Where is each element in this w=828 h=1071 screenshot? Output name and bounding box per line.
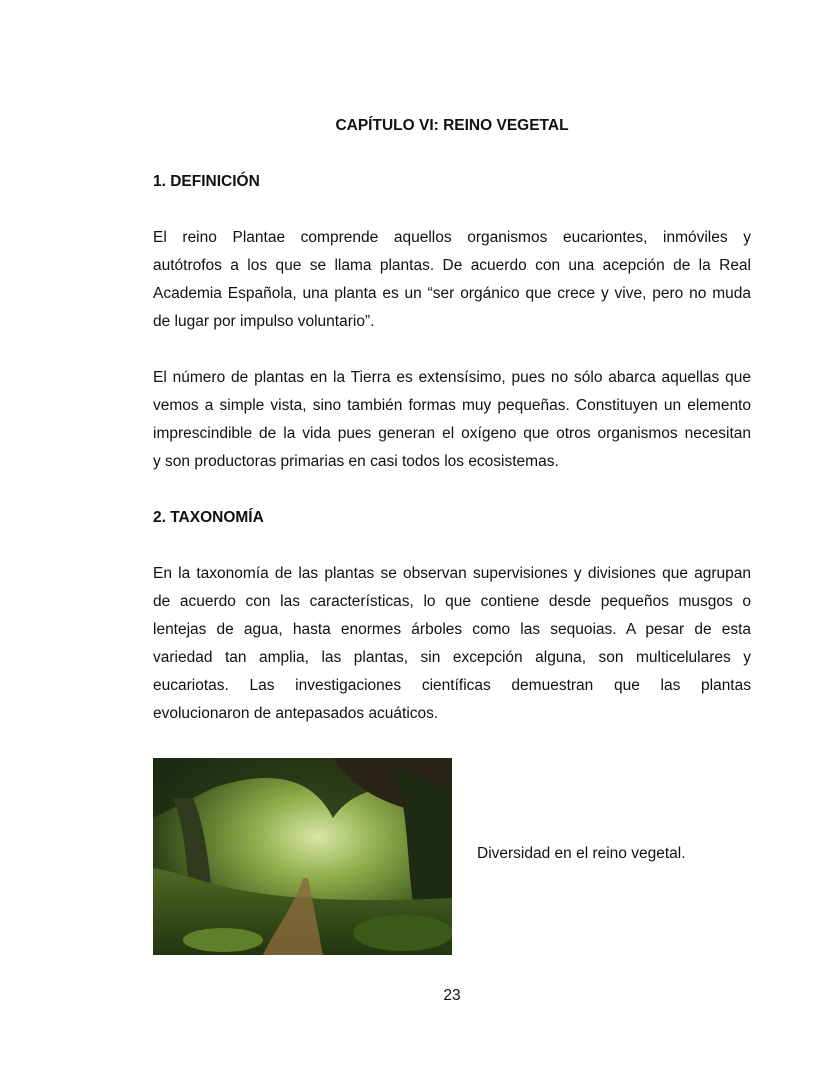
text-line: de lugar por impulso voluntario”. [153,313,375,330]
section-heading-definicion: 1. DEFINICIÓN [153,173,260,190]
section-heading-taxonomia: 2. TAXONOMÍA [153,509,264,526]
page-number: 23 [443,987,461,1004]
text-line: El número de plantas en la Tierra es extensísimo, pues no sólo abarca aquellas que [153,369,751,386]
text-line: imprescindible de la vida pues generan el oxígeno que otros organismos necesitan [153,425,751,442]
text-line: y son productoras primarias en casi todos los ecosistemas. [153,453,559,470]
forest-image [153,758,452,955]
text-line: En la taxonomía de las plantas se observan supervisiones y divisiones que agrupan [153,565,751,582]
text-line: eucariotas. Las investigaciones científicas demuestran que las plantas [153,677,751,694]
text-line: El reino Plantae comprende aquellos organismos eucariontes, inmóviles y [153,229,751,246]
text-line: vemos a simple vista, sino también formas muy pequeñas. Constituyen un elemento [153,397,751,414]
paragraph-definicion-1 [153,224,751,336]
text-line: evolucionaron de antepasados acuáticos. [153,705,439,722]
text-line: de acuerdo con las características, lo que contiene desde pequeños musgos o [153,593,751,610]
chapter-title: CAPÍTULO VI: REINO VEGETAL [335,117,569,134]
text-line: autótrofos a los que se llama plantas. De acuerdo con una acepción de la Real [153,257,751,274]
text-line: Academia Española, una planta es un “ser orgánico que crece y vive, pero no muda [153,285,751,302]
paragraph-taxonomia [153,560,751,728]
figure-caption: Diversidad en el reino vegetal. [477,845,686,862]
text-line: variedad tan amplia, las plantas, sin excepción alguna, son multicelulares y [153,649,751,666]
text-line: lentejas de agua, hasta enormes árboles como las sequoias. A pesar de esta [153,621,751,638]
paragraph-definicion-2 [153,364,751,476]
